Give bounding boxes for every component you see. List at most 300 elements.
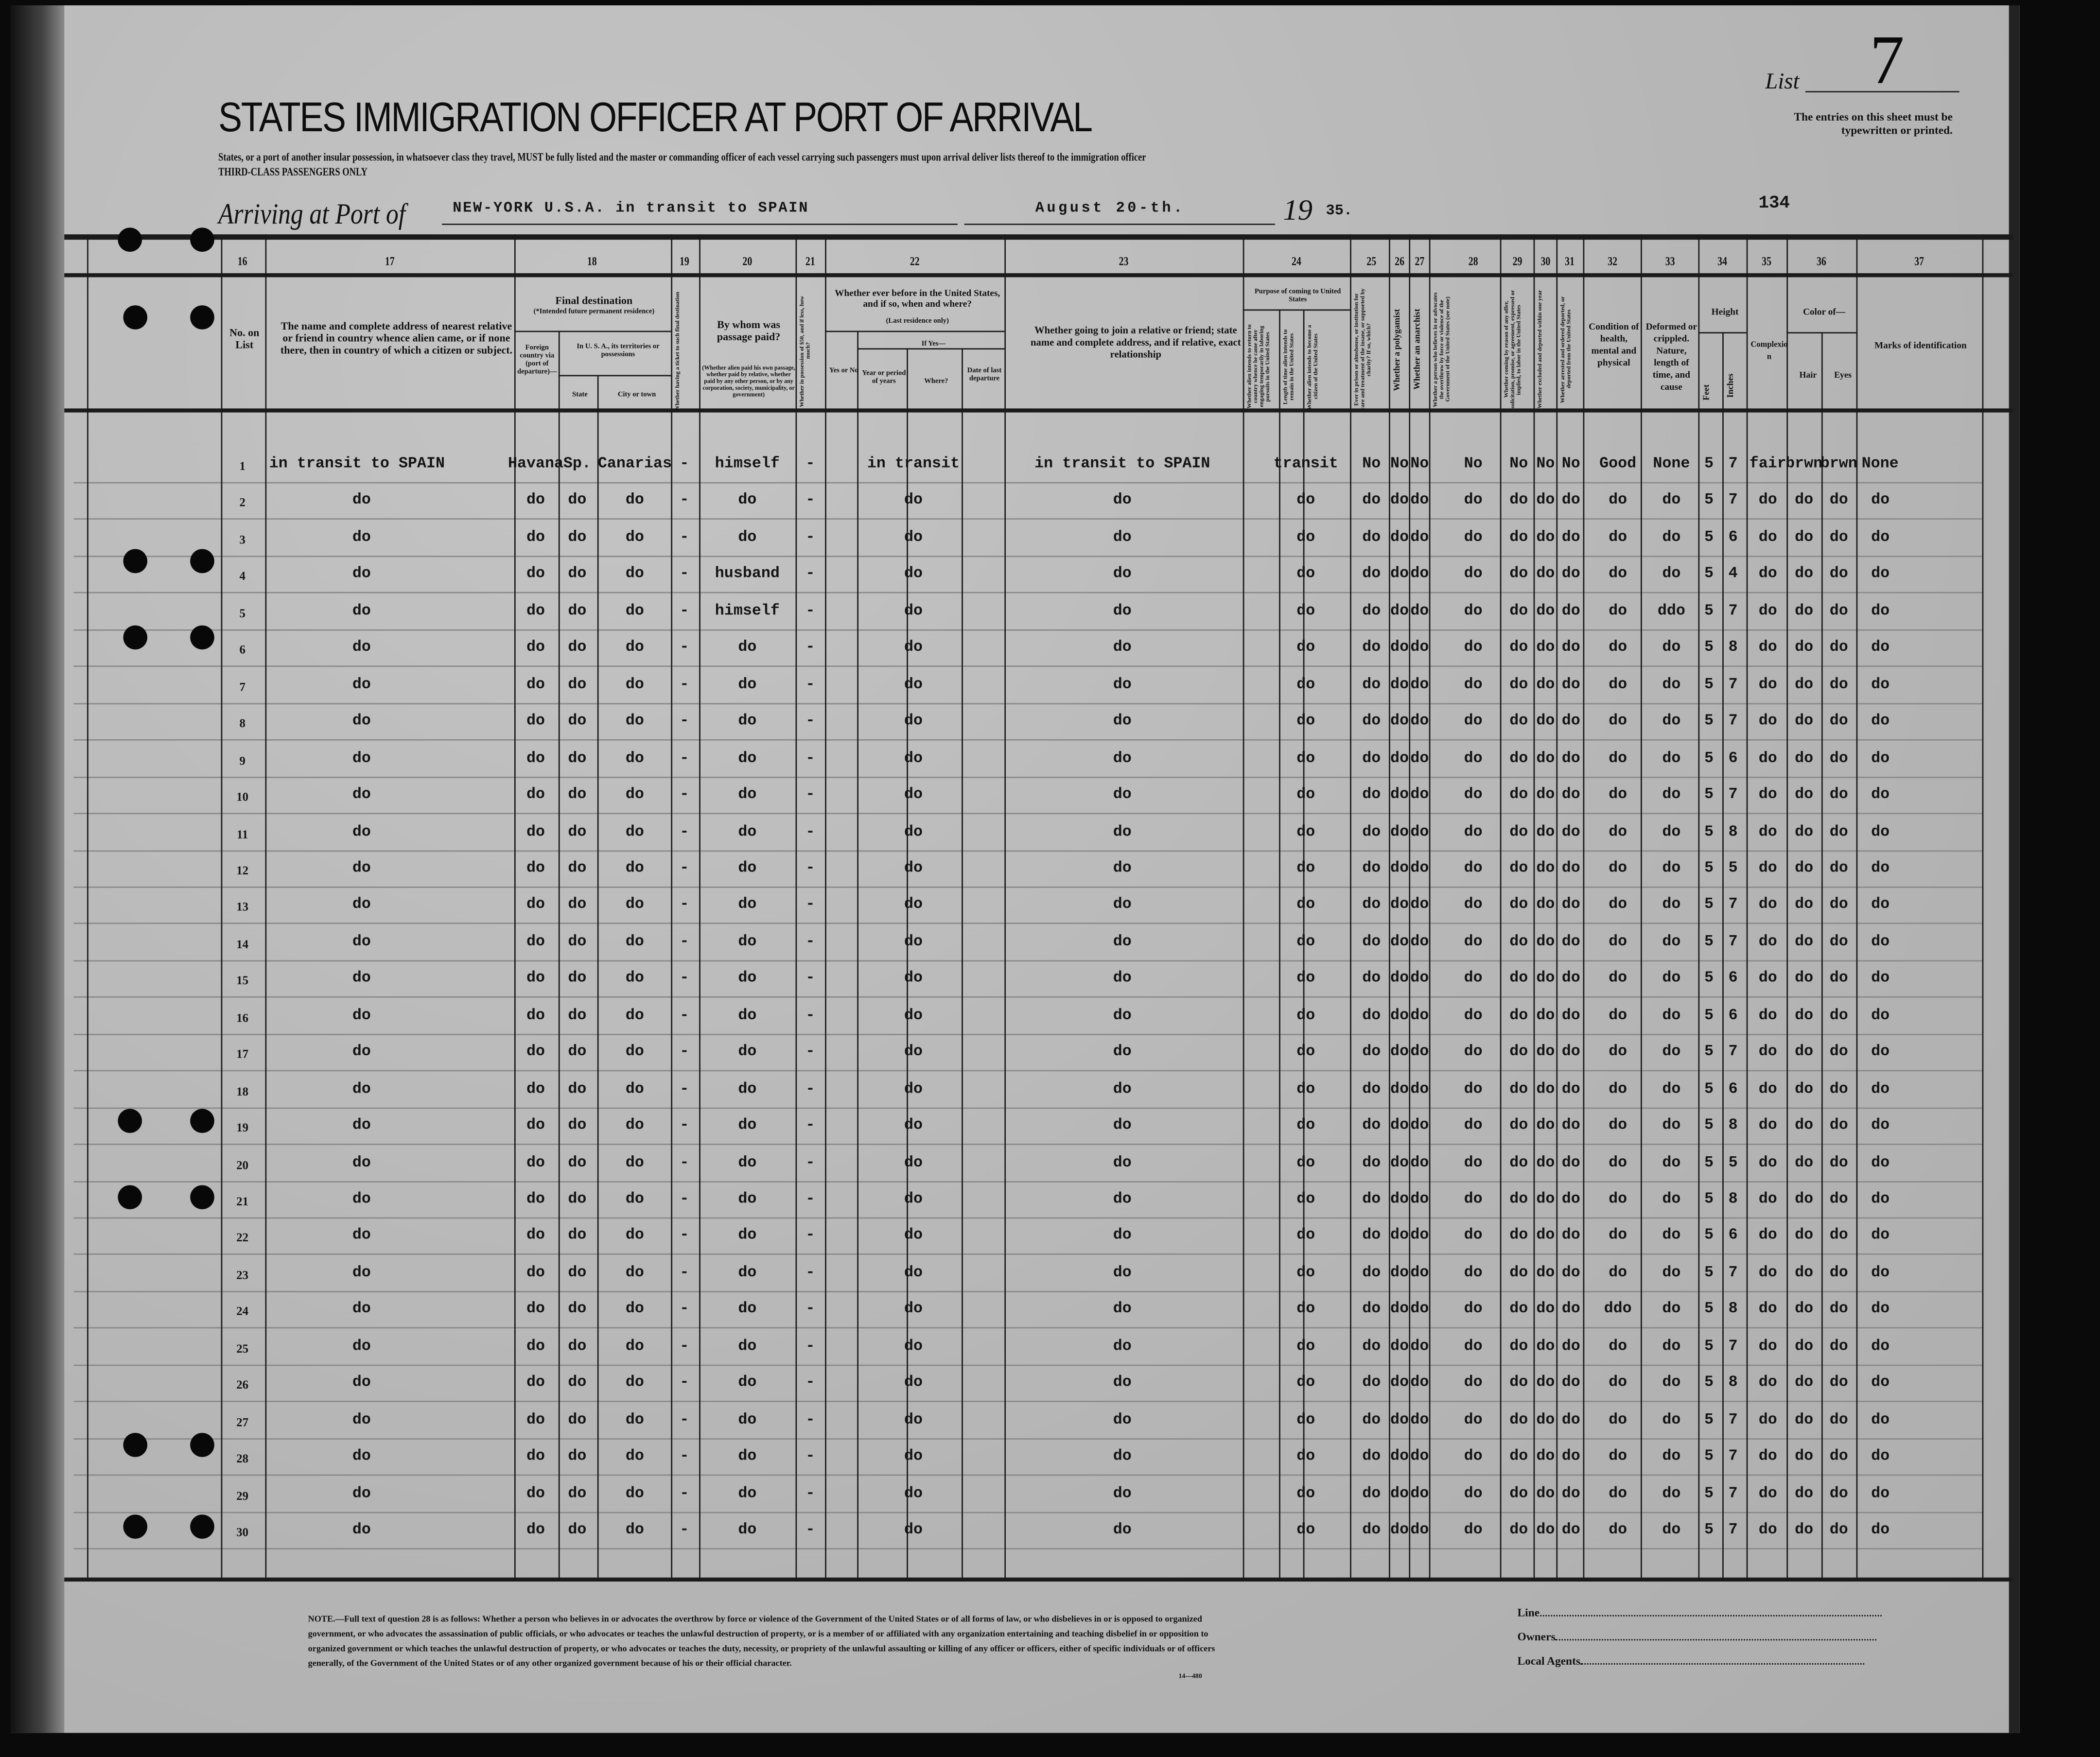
cell-hair-color: do bbox=[1795, 749, 1814, 767]
cell-ever-before-us: do bbox=[904, 492, 923, 510]
port-value: NEW-YORK U.S.A. in transit to SPAIN bbox=[453, 201, 809, 217]
row-rule bbox=[74, 666, 1982, 667]
cell-eye-color: do bbox=[1829, 1117, 1848, 1134]
header-purpose-citizen: Whether alien intends to become a citizen of the United States bbox=[1306, 324, 1319, 410]
cell-prison: do bbox=[1362, 896, 1381, 914]
cell-dest-state: do bbox=[568, 1153, 587, 1171]
cell-identification-marks: do bbox=[1871, 859, 1890, 877]
cell-offer-labor: do bbox=[1509, 1153, 1528, 1171]
cell-dest-state: do bbox=[568, 1447, 587, 1465]
cell-passage-paid-by: do bbox=[738, 1264, 757, 1282]
cell-ever-before-us: do bbox=[904, 1080, 923, 1098]
port-underline bbox=[442, 224, 958, 225]
cell-passage-paid-by: do bbox=[738, 1301, 757, 1319]
cell-passage-paid-by: husband bbox=[715, 565, 780, 583]
row-rule bbox=[74, 1512, 1982, 1513]
cell-complexion: do bbox=[1758, 529, 1777, 546]
header-passage-note: (Whether alien paid his own passage, whether paid by relative, whether paid by any other person, or by any corporation, society, municipality, or government) bbox=[702, 364, 795, 398]
cell-arrested: do bbox=[1561, 1007, 1580, 1025]
cell-deformed: do bbox=[1662, 859, 1681, 877]
cell-fifty-dollars: - bbox=[805, 1301, 815, 1319]
cell-height-feet: 5 bbox=[1704, 1447, 1714, 1465]
cell-ever-before-us: do bbox=[904, 823, 923, 840]
cell-dest-state: do bbox=[568, 1337, 587, 1355]
cell-overthrow: do bbox=[1464, 1337, 1483, 1355]
cell-polygamist: do bbox=[1390, 492, 1409, 510]
cell-identification-marks: do bbox=[1871, 492, 1890, 510]
cell-polygamist: do bbox=[1390, 1043, 1409, 1061]
cell-overthrow: do bbox=[1464, 565, 1483, 583]
cell-hair-color: do bbox=[1795, 970, 1814, 988]
cell-polygamist: do bbox=[1390, 1374, 1409, 1392]
header-yes-or-no: Yes or No bbox=[829, 366, 858, 375]
cell-join-relative: do bbox=[1113, 1264, 1132, 1282]
cell-ever-before-us: do bbox=[904, 565, 923, 583]
cell-hair-color: do bbox=[1795, 1007, 1814, 1025]
cell-identification-marks: do bbox=[1871, 1227, 1890, 1245]
cell-ever-before-us: do bbox=[904, 786, 923, 804]
cell-ever-before-us: do bbox=[904, 749, 923, 767]
cell-height-feet: 5 bbox=[1704, 1521, 1714, 1539]
header-final-destination-note: (*Intended future permanent residence) bbox=[533, 308, 655, 316]
cell-identification-marks: do bbox=[1871, 1484, 1890, 1502]
cell-eye-color: do bbox=[1829, 1190, 1848, 1208]
cell-purpose: do bbox=[1296, 823, 1315, 840]
cell-dest-city: do bbox=[625, 970, 644, 988]
cell-identification-marks: do bbox=[1871, 1117, 1890, 1134]
cell-purpose: do bbox=[1296, 1521, 1315, 1539]
header-condition-health: Condition of health, mental and physical bbox=[1589, 321, 1639, 368]
year-prefix: 19 bbox=[1283, 192, 1312, 226]
cell-anarchist: do bbox=[1410, 565, 1429, 583]
cell-purpose: do bbox=[1296, 749, 1315, 767]
date-underline bbox=[964, 224, 1275, 225]
row-rule bbox=[74, 997, 1982, 998]
cell-hair-color: do bbox=[1795, 1153, 1814, 1171]
cell-fifty-dollars: - bbox=[805, 1043, 815, 1061]
local-agents-input[interactable] bbox=[1580, 1663, 1864, 1665]
header-year-period: Year or period of years bbox=[862, 369, 906, 386]
cell-prison: do bbox=[1362, 676, 1381, 694]
cell-complexion: do bbox=[1758, 639, 1777, 657]
cell-health: do bbox=[1609, 1153, 1628, 1171]
header-offer-labor: Whether coming by reason of any offer, solicitation, promise, or agreement, expressed or implied, to labor in the United States bbox=[1503, 290, 1522, 409]
cell-join-relative: do bbox=[1113, 565, 1132, 583]
cell-fifty-dollars: - bbox=[805, 1374, 815, 1392]
cell-ever-before-us: do bbox=[904, 529, 923, 546]
column-number-35: 35 bbox=[1762, 254, 1771, 268]
cell-polygamist: do bbox=[1390, 676, 1409, 694]
cell-row-number: 1 bbox=[239, 459, 245, 473]
cell-overthrow: do bbox=[1464, 1153, 1483, 1171]
page-title: STATES IMMIGRATION OFFICER AT PORT OF ARRIVAL bbox=[218, 93, 1092, 141]
cell-row-number: 4 bbox=[239, 569, 245, 583]
cell-ticket: - bbox=[680, 749, 689, 767]
cell-anarchist: do bbox=[1410, 749, 1429, 767]
cell-offer-labor: do bbox=[1509, 1264, 1528, 1282]
cell-identification-marks: do bbox=[1871, 1043, 1890, 1061]
cell-offer-labor: do bbox=[1509, 1227, 1528, 1245]
cell-polygamist: do bbox=[1390, 1190, 1409, 1208]
cell-ticket: - bbox=[680, 1264, 689, 1282]
cell-dest-state: do bbox=[568, 1301, 587, 1319]
cell-nearest-relative: do bbox=[352, 1411, 371, 1429]
cell-foreign-country: do bbox=[526, 1337, 545, 1355]
cell-arrested: do bbox=[1561, 823, 1580, 840]
cell-height-inches: 7 bbox=[1728, 1337, 1738, 1355]
column-number-21: 21 bbox=[805, 254, 815, 268]
cell-nearest-relative: do bbox=[352, 602, 371, 620]
cell-dest-state: do bbox=[568, 1080, 587, 1098]
table-row bbox=[11, 1298, 2020, 1325]
table-row bbox=[11, 1445, 2020, 1472]
cell-ticket: - bbox=[680, 602, 689, 620]
cell-fifty-dollars: - bbox=[805, 1007, 815, 1025]
cell-join-relative: do bbox=[1113, 1374, 1132, 1392]
row-rule bbox=[74, 1327, 1982, 1329]
cell-ever-before-us: do bbox=[904, 639, 923, 657]
header-inches: Inches bbox=[1726, 373, 1736, 398]
cell-offer-labor: do bbox=[1509, 602, 1528, 620]
header-eyes: Eyes bbox=[1834, 371, 1852, 381]
cell-purpose: transit bbox=[1273, 455, 1338, 473]
cell-eye-color: do bbox=[1829, 1447, 1848, 1465]
cell-polygamist: do bbox=[1390, 1337, 1409, 1355]
table-row bbox=[11, 452, 2020, 479]
table-row bbox=[11, 820, 2020, 847]
cell-foreign-country: do bbox=[526, 749, 545, 767]
cell-ever-before-us: do bbox=[904, 1117, 923, 1134]
cell-dest-state: do bbox=[568, 1484, 587, 1502]
cell-overthrow: do bbox=[1464, 1080, 1483, 1098]
cell-deported-year: do bbox=[1536, 1227, 1555, 1245]
column-number-24: 24 bbox=[1292, 254, 1301, 268]
cell-hair-color: do bbox=[1795, 1043, 1814, 1061]
cell-dest-state: do bbox=[568, 529, 587, 546]
cell-hair-color: do bbox=[1795, 896, 1814, 914]
cell-join-relative: do bbox=[1113, 1301, 1132, 1319]
header-purpose-length: Length of time alien intends to remain in the United States bbox=[1281, 329, 1295, 405]
cell-eye-color: do bbox=[1829, 970, 1848, 988]
cell-height-inches: 7 bbox=[1728, 1521, 1738, 1539]
cell-ticket: - bbox=[680, 786, 689, 804]
cell-passage-paid-by: do bbox=[738, 823, 757, 840]
cell-height-inches: 7 bbox=[1728, 1411, 1738, 1429]
cell-join-relative: do bbox=[1113, 1411, 1132, 1429]
row-rule bbox=[74, 592, 1982, 594]
cell-height-feet: 5 bbox=[1704, 455, 1714, 473]
cell-identification-marks: do bbox=[1871, 1301, 1890, 1319]
cell-deformed: do bbox=[1662, 529, 1681, 546]
cell-dest-state: do bbox=[568, 1521, 587, 1539]
cell-fifty-dollars: - bbox=[805, 1117, 815, 1134]
cell-dest-city: do bbox=[625, 529, 644, 546]
cell-prison: do bbox=[1362, 1080, 1381, 1098]
cell-deformed: do bbox=[1662, 933, 1681, 951]
cell-polygamist: do bbox=[1390, 1080, 1409, 1098]
cell-dest-city: do bbox=[625, 1153, 644, 1171]
cell-deformed: do bbox=[1662, 676, 1681, 694]
line-input[interactable] bbox=[1540, 1615, 1881, 1617]
cell-row-number: 21 bbox=[236, 1194, 249, 1208]
cell-passage-paid-by: do bbox=[738, 1153, 757, 1171]
cell-dest-city: do bbox=[625, 1301, 644, 1319]
cell-overthrow: do bbox=[1464, 1227, 1483, 1245]
cell-anarchist: do bbox=[1410, 786, 1429, 804]
cell-height-inches: 7 bbox=[1728, 1447, 1738, 1465]
cell-deformed: do bbox=[1662, 1080, 1681, 1098]
cell-hair-color: do bbox=[1795, 1521, 1814, 1539]
cell-deported-year: do bbox=[1536, 859, 1555, 877]
cell-anarchist: do bbox=[1410, 713, 1429, 731]
cell-polygamist: do bbox=[1390, 786, 1409, 804]
cell-deformed: do bbox=[1662, 786, 1681, 804]
cell-foreign-country: do bbox=[526, 859, 545, 877]
cell-dest-state: do bbox=[568, 1043, 587, 1061]
cell-height-inches: 5 bbox=[1728, 859, 1738, 877]
cell-arrested: do bbox=[1561, 1411, 1580, 1429]
cell-hair-color: do bbox=[1795, 1337, 1814, 1355]
table-row bbox=[11, 894, 2020, 921]
row-rule bbox=[74, 1438, 1982, 1439]
cell-overthrow: do bbox=[1464, 492, 1483, 510]
cell-row-number: 6 bbox=[239, 643, 245, 657]
row-rule bbox=[74, 739, 1982, 741]
cell-foreign-country: do bbox=[526, 676, 545, 694]
cell-health: do bbox=[1609, 602, 1628, 620]
header-feet: Feet bbox=[1702, 384, 1712, 400]
cell-hair-color: do bbox=[1795, 1190, 1814, 1208]
cell-polygamist: do bbox=[1390, 1301, 1409, 1319]
header-no-on-list: No. on List bbox=[229, 327, 260, 351]
cell-ever-before-us: do bbox=[904, 1043, 923, 1061]
cell-eye-color: do bbox=[1829, 859, 1848, 877]
cell-join-relative: do bbox=[1113, 1484, 1132, 1502]
cell-fifty-dollars: - bbox=[805, 1521, 815, 1539]
line-field[interactable] bbox=[1518, 1606, 1881, 1619]
cell-prison: do bbox=[1362, 933, 1381, 951]
header-polygamist: Whether a polygamist bbox=[1393, 308, 1402, 391]
cell-ever-before-us: do bbox=[904, 1264, 923, 1282]
cell-overthrow: do bbox=[1464, 676, 1483, 694]
local-agents-field[interactable] bbox=[1518, 1654, 1865, 1668]
table-row bbox=[11, 931, 2020, 957]
cell-arrested: do bbox=[1561, 970, 1580, 988]
cell-height-feet: 5 bbox=[1704, 1411, 1714, 1429]
cell-identification-marks: do bbox=[1871, 786, 1890, 804]
cell-deported-year: do bbox=[1536, 1484, 1555, 1502]
cell-passage-paid-by: do bbox=[738, 1227, 757, 1245]
cell-passage-paid-by: do bbox=[738, 713, 757, 731]
cell-health: do bbox=[1609, 1190, 1628, 1208]
cell-deported-year: do bbox=[1536, 1043, 1555, 1061]
cell-deported-year: do bbox=[1536, 749, 1555, 767]
cell-complexion: do bbox=[1758, 1007, 1777, 1025]
cell-ever-before-us: do bbox=[904, 896, 923, 914]
cell-nearest-relative: do bbox=[352, 896, 371, 914]
cell-height-feet: 5 bbox=[1704, 639, 1714, 657]
cell-prison: do bbox=[1362, 602, 1381, 620]
cell-polygamist: do bbox=[1390, 1117, 1409, 1134]
row-rule bbox=[74, 850, 1982, 851]
header-in-usa: In U. S. A., its territories or possessions bbox=[577, 343, 660, 359]
cell-complexion: do bbox=[1758, 1264, 1777, 1282]
cell-dest-city: do bbox=[625, 1190, 644, 1208]
cell-offer-labor: No bbox=[1509, 455, 1528, 473]
row-rule bbox=[74, 519, 1982, 521]
cell-height-inches: 8 bbox=[1728, 1190, 1738, 1208]
column-number-34: 34 bbox=[1717, 254, 1727, 268]
cell-dest-state: do bbox=[568, 823, 587, 840]
owners-input[interactable] bbox=[1556, 1639, 1877, 1640]
header-arrested-deported: Whether arrested and ordered deported, or deported from the United States bbox=[1558, 296, 1572, 403]
cell-height-inches: 7 bbox=[1728, 1043, 1738, 1061]
cell-overthrow: do bbox=[1464, 1521, 1483, 1539]
cell-prison: do bbox=[1362, 1301, 1381, 1319]
cell-foreign-country: do bbox=[526, 1411, 545, 1429]
cell-foreign-country: do bbox=[526, 823, 545, 840]
cell-arrested: do bbox=[1561, 1043, 1580, 1061]
cell-deported-year: do bbox=[1536, 1007, 1555, 1025]
cell-purpose: do bbox=[1296, 602, 1315, 620]
cell-hair-color: do bbox=[1795, 713, 1814, 731]
header-purpose: Purpose of coming to United States bbox=[1254, 288, 1341, 304]
cell-join-relative: do bbox=[1113, 823, 1132, 840]
cell-deported-year: No bbox=[1536, 455, 1555, 473]
cell-prison: do bbox=[1362, 1447, 1381, 1465]
cell-anarchist: do bbox=[1410, 676, 1429, 694]
cell-anarchist: do bbox=[1410, 492, 1429, 510]
question-28-note: NOTE.—Full text of question 28 is as follows: Whether a person who believes in or advocates the overthrow by force or violence of the Government of the United States or of all forms of law, or who disbelieves in or is opposed to organized government, or who advocates the assassination of public officials, or who advocates or teaches the unlawful destruction of property, or is a member of or affiliated with any organization entertaining and teaching disbelief in or opposition to organized government or which teaches the unlawful destruction of property, or who advocates or teaches the duty, necessity, or propriety of the unlawful assaulting or killing of any officer or officers, either of specific individuals or of officers generally, of the Government of the United States or of any other organized government because of his or their official character. bbox=[308, 1615, 1215, 1669]
cell-fifty-dollars: - bbox=[805, 492, 815, 510]
cell-deformed: do bbox=[1662, 1227, 1681, 1245]
cell-hair-color: do bbox=[1795, 1447, 1814, 1465]
cell-complexion: do bbox=[1758, 1117, 1777, 1134]
column-number-30: 30 bbox=[1540, 254, 1551, 268]
cell-height-feet: 5 bbox=[1704, 859, 1714, 877]
cell-foreign-country: do bbox=[526, 1521, 545, 1539]
cell-hair-color: do bbox=[1795, 1374, 1814, 1392]
cell-dest-city: do bbox=[625, 602, 644, 620]
cell-health: do bbox=[1609, 859, 1628, 877]
header-where: Where? bbox=[924, 377, 948, 386]
cell-health: do bbox=[1609, 1484, 1628, 1502]
cell-height-inches: 7 bbox=[1728, 602, 1738, 620]
cell-arrested: do bbox=[1561, 786, 1580, 804]
cell-arrested: do bbox=[1561, 933, 1580, 951]
cell-overthrow: do bbox=[1464, 970, 1483, 988]
owners-field[interactable] bbox=[1518, 1630, 1877, 1643]
cell-height-feet: 5 bbox=[1704, 1484, 1714, 1502]
cell-polygamist: do bbox=[1390, 1484, 1409, 1502]
cell-ticket: - bbox=[680, 1447, 689, 1465]
cell-overthrow: do bbox=[1464, 1007, 1483, 1025]
row-rule bbox=[74, 960, 1982, 961]
cell-health: do bbox=[1609, 933, 1628, 951]
cell-deported-year: do bbox=[1536, 713, 1555, 731]
cell-prison: do bbox=[1362, 859, 1381, 877]
cell-nearest-relative: do bbox=[352, 1264, 371, 1282]
header-fifty-dollars: Whether in possession of $50, and if less, how much? bbox=[798, 295, 811, 407]
cell-ticket: - bbox=[680, 1301, 689, 1319]
cell-anarchist: do bbox=[1410, 896, 1429, 914]
row-rule bbox=[74, 1033, 1982, 1035]
cell-height-feet: 5 bbox=[1704, 1374, 1714, 1392]
cell-fifty-dollars: - bbox=[805, 639, 815, 657]
cell-complexion: do bbox=[1758, 1043, 1777, 1061]
cell-height-feet: 5 bbox=[1704, 602, 1714, 620]
cell-ever-before-us: do bbox=[904, 970, 923, 988]
cell-purpose: do bbox=[1296, 1007, 1315, 1025]
cell-hair-color: do bbox=[1795, 933, 1814, 951]
cell-ticket: - bbox=[680, 1117, 689, 1134]
cell-deformed: do bbox=[1662, 1411, 1681, 1429]
cell-polygamist: do bbox=[1390, 1521, 1409, 1539]
cell-health: do bbox=[1609, 639, 1628, 657]
cell-purpose: do bbox=[1296, 1264, 1315, 1282]
column-number-rule bbox=[64, 273, 2013, 277]
cell-eye-color: do bbox=[1829, 639, 1848, 657]
cell-anarchist: do bbox=[1410, 529, 1429, 546]
cell-anarchist: do bbox=[1410, 1301, 1429, 1319]
cell-join-relative: do bbox=[1113, 639, 1132, 657]
cell-hair-color: brwn bbox=[1785, 455, 1823, 473]
cell-foreign-country: do bbox=[526, 1264, 545, 1282]
cell-row-number: 15 bbox=[236, 974, 249, 988]
cell-fifty-dollars: - bbox=[805, 786, 815, 804]
cell-height-feet: 5 bbox=[1704, 1337, 1714, 1355]
instructions-note: The entries on this sheet must be typewritten or printed. bbox=[1794, 109, 1953, 137]
cell-health: do bbox=[1609, 492, 1628, 510]
cell-offer-labor: do bbox=[1509, 1117, 1528, 1134]
cell-deported-year: do bbox=[1536, 970, 1555, 988]
cell-eye-color: do bbox=[1829, 1043, 1848, 1061]
cell-height-inches: 7 bbox=[1728, 455, 1738, 473]
cell-purpose: do bbox=[1296, 676, 1315, 694]
if-yes-rule bbox=[857, 348, 1004, 350]
cell-join-relative: do bbox=[1113, 1080, 1132, 1098]
cell-fifty-dollars: - bbox=[805, 1447, 815, 1465]
header-deported-year: Whether excluded and deported within one year bbox=[1536, 290, 1543, 409]
cell-purpose: do bbox=[1296, 1190, 1315, 1208]
cell-complexion: do bbox=[1758, 1411, 1777, 1429]
cell-overthrow: do bbox=[1464, 859, 1483, 877]
cell-height-inches: 6 bbox=[1728, 749, 1738, 767]
cell-deported-year: do bbox=[1536, 1264, 1555, 1282]
cell-deformed: do bbox=[1662, 713, 1681, 731]
cell-identification-marks: do bbox=[1871, 896, 1890, 914]
cell-row-number: 9 bbox=[239, 753, 245, 767]
cell-anarchist: do bbox=[1410, 1007, 1429, 1025]
cell-deported-year: do bbox=[1536, 602, 1555, 620]
cell-prison: do bbox=[1362, 639, 1381, 657]
cell-hair-color: do bbox=[1795, 1411, 1814, 1429]
cell-identification-marks: do bbox=[1871, 1080, 1890, 1098]
cell-ever-before-us: do bbox=[904, 713, 923, 731]
cell-identification-marks: do bbox=[1871, 1411, 1890, 1429]
cell-dest-city: Canarias bbox=[597, 455, 672, 473]
cell-ticket: - bbox=[680, 823, 689, 840]
cell-polygamist: do bbox=[1390, 1411, 1409, 1429]
cell-deformed: do bbox=[1662, 639, 1681, 657]
cell-row-number: 17 bbox=[236, 1047, 249, 1061]
cell-nearest-relative: do bbox=[352, 492, 371, 510]
cell-eye-color: do bbox=[1829, 713, 1848, 731]
punch-hole bbox=[190, 305, 214, 330]
cell-identification-marks: do bbox=[1871, 1007, 1890, 1025]
cell-health: do bbox=[1609, 1447, 1628, 1465]
row-rule bbox=[74, 1181, 1982, 1182]
